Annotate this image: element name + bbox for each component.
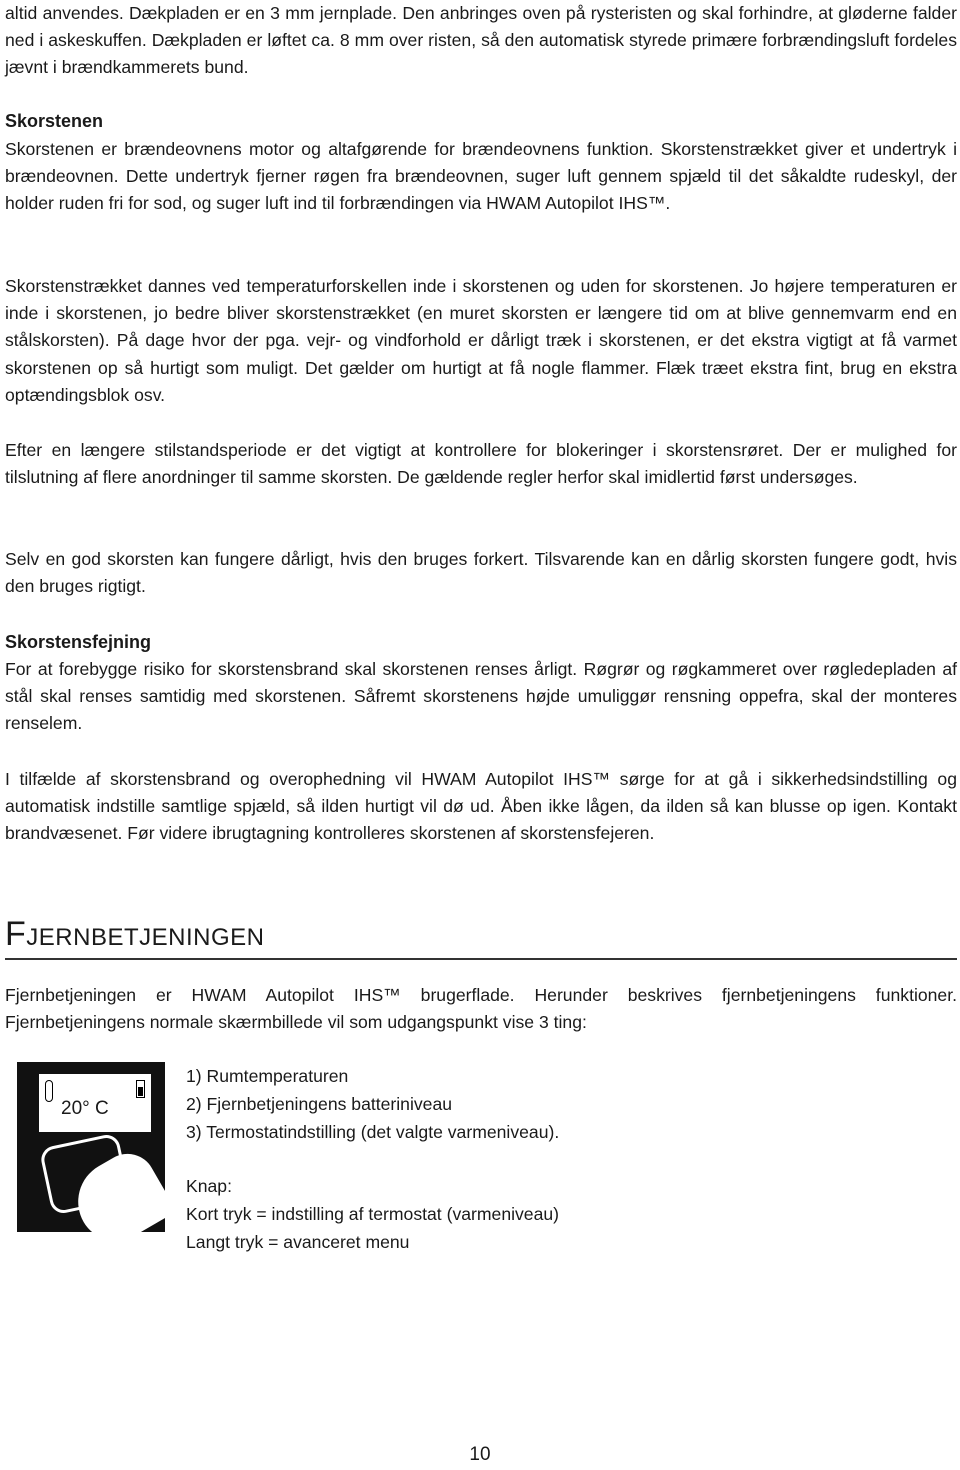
page-number: 10 <box>469 1444 491 1465</box>
knap-short-press: Kort tryk = indstilling af termostat (varmeniveau) <box>186 1204 560 1224</box>
skorstenen-paragraph-3: Efter en længere stilstandsperiode er det vigtigt at kontrollere for blokeringer i skorstensrøret. Der er mulighed for tilslutning af flere anordninger til samme skorsten. De gældende regler herfor skal imidlertid først undersøges. <box>5 440 957 488</box>
skorstenen-paragraph-2: Skorstenstrækket dannes ved temperaturforskellen inde i skorstenen og uden for skorstenen. Jo højere temperaturen er inde i skorstenen, jo bedre bliver skorstenstrækket (en muret skorsten er længere tid om at blive gennemvarm end en stålskorsten). På dage hvor der pga. vejr- og vindforhold er dårligt træk i skorstenen, er det ekstra vigtigt at få varmet skorstenen op så hurtigt som muligt. Det gælder om hurtigt at få nogle flammer. Flæk træet ekstra fint, brug en ekstra optændingsblok osv. <box>5 276 957 405</box>
skorstenen-paragraph-1: Skorstenen er brændeovnens motor og altafgørende for brændeovnens funktion. Skorstenstrækket giver et undertryk i brændeovnen. Dette undertryk fjerner røgen fra brændeovnen, suger luft gennem spjæld til det såkaldte rudeskyl, der holder ruden fri for sod, og suger luft ind til forbrændingen via HWAM Autopilot IHS™. <box>5 139 957 214</box>
list-item: 2) Fjernbetjeningens batteriniveau <box>186 1094 453 1114</box>
list-item: 3) Termostatindstilling (det valgte varmeniveau). <box>186 1122 560 1142</box>
remote-display <box>39 1074 151 1132</box>
room-temperature-value: 20° C <box>61 1098 109 1119</box>
skorstenen-paragraph-4: Selv en god skorsten kan fungere dårligt, hvis den bruges forkert. Tilsvarende kan en dårlig skorsten fungere godt, hvis den bruges rigtigt. <box>5 549 957 597</box>
thermometer-icon <box>45 1080 53 1102</box>
battery-icon <box>136 1080 145 1098</box>
skorstensfejning-paragraph-2: I tilfælde af skorstensbrand og overophedning vil HWAM Autopilot IHS™ sørge for at gå i sikkerhedsindstilling og automatisk indstille samtlige spjæld, så ilden hurtigt vil dø ud. Åben ikke lågen, da ilden så kan blusse op igen. Kontakt brandvæsenet. Før videre ibrugtagning kontrolleres skorstenen af skorstensfejeren. <box>5 769 957 844</box>
knap-label: Knap: <box>186 1176 232 1196</box>
list-item: 1) Rumtemperaturen <box>186 1066 349 1086</box>
intro-paragraph: altid anvendes. Dækpladen er en 3 mm jernplade. Den anbringes oven på rysteristen og skal forhindre, at gløderne falder ned i askeskuffen. Dækpladen er løftet ca. 8 mm over risten, så den automatisk styrede primære forbrændingsluft fordeles jævnt i brændkammerets bund. <box>5 3 957 78</box>
skorstensfejning-paragraph-1: For at forebygge risiko for skorstensbrand skal skorstenen renses årligt. Røgrør og røgkammeret over røgledepladen af stål skal renses samtidig med skorstenen. Såfremt skorstenens højde umuliggør rensning oppefra, skal der monteres renselem. <box>5 659 957 734</box>
skorstensfejning-heading: Skorstensfejning <box>5 632 152 652</box>
fjernbetjeningen-title: Fjernbetjeningen <box>5 910 957 960</box>
display-items-list <box>186 1062 559 1256</box>
remote-control-illustration <box>17 1062 165 1232</box>
skorstenen-heading: Skorstenen <box>5 111 104 131</box>
fjernbetjeningen-paragraph: Fjernbetjeningen er HWAM Autopilot IHS™ brugerflade. Herunder beskrives fjernbetjeningens funktioner. Fjernbetjeningens normale skærmbillede vil som udgangspunkt vise 3 ting: <box>5 985 957 1033</box>
knap-long-press: Langt tryk = avanceret menu <box>186 1232 410 1252</box>
